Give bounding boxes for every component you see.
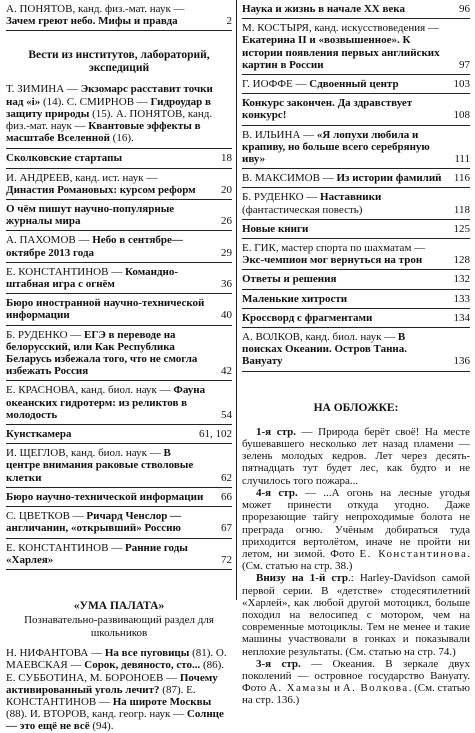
entry-page: 136 [453, 355, 470, 368]
divider [242, 168, 470, 169]
toc-entry[interactable] [6, 234, 232, 258]
text-run: (94). [89, 720, 114, 733]
article-title: На широте Москвы [112, 695, 212, 708]
divider [242, 219, 470, 220]
entry-page: 132 [453, 273, 470, 286]
entry-page: 134 [453, 311, 470, 324]
toc-entry[interactable] [6, 203, 232, 227]
entry-author: Е. ГИК, мастер спорта по шахматам — [242, 242, 426, 255]
article-title: 1-я стр. [256, 425, 296, 438]
toc-entry[interactable] [6, 510, 232, 534]
divider [6, 424, 232, 425]
cover-description [242, 426, 470, 707]
entry-page: 54 [221, 408, 232, 421]
entry-title: В центре внимания раковые стволовые клетки [6, 447, 194, 484]
article-title: На все пуговицы [104, 647, 190, 660]
article-title: Гидроудар в защиту природы [6, 95, 211, 120]
toc-entry[interactable] [242, 97, 470, 121]
divider [6, 487, 232, 488]
entry-author: Е. КРАСНОВА, канд. биол. наук — [6, 384, 174, 397]
divider [6, 168, 232, 169]
entry-page: 72 [221, 553, 232, 566]
toc-entry[interactable] [6, 542, 232, 566]
text-run: . (См. статью на стр. 136.) [242, 682, 471, 707]
entry-page: 125 [453, 222, 470, 235]
right-toc-list [242, 3, 470, 372]
entry-title: Кроссворд с фрагментами [242, 311, 373, 324]
toc-entry[interactable] [242, 3, 470, 15]
toc-entry[interactable] [6, 329, 232, 378]
toc-entry[interactable] [242, 242, 470, 266]
entry-author: А. ПАХОМОВ — [6, 234, 93, 247]
toc-entry[interactable] [6, 152, 232, 164]
entry-title: Небо в сентябре—октябре 2013 года [6, 234, 183, 259]
text-run: и [331, 682, 343, 695]
article-title: Квантовые эффекты в масштабе Вселенной [6, 120, 201, 145]
divider [242, 18, 470, 19]
article-title: 4-я стр. [256, 486, 298, 499]
text-run: .: Harley-Davidson самой первой серии. В «детстве» стодесятилетний «Харлей», как любой другой мотоцикл, больше походил на велосипед с мотором, чем на современные мотоциклы. Тем не менее и такие машины участвовали в гонках и показывали неплохие результаты. (См. статью на стр. 74.) [242, 572, 470, 658]
entry-title: В поисках Океании. Остров Танна. Вануату [242, 331, 407, 368]
entry-author: А. ПОНЯТОВ, канд. физ.-мат. наук — [6, 3, 185, 15]
entry-title: Из истории фамилий [336, 172, 442, 185]
entry-page: 20 [221, 183, 232, 196]
entry-page: 2 [226, 15, 232, 28]
toc-entry[interactable] [242, 293, 470, 305]
divider [242, 125, 470, 126]
cover-title: НА ОБЛОЖКЕ: [313, 401, 399, 414]
entry-note: (фантастическая повесть) [242, 203, 363, 216]
entry-title: Бюро научно-технической информации [6, 490, 204, 503]
cover-paragraph [242, 572, 470, 657]
entry-page: 128 [453, 254, 470, 267]
toc-entry[interactable] [6, 491, 232, 503]
toc-entry[interactable] [242, 273, 470, 285]
toc-entry[interactable] [6, 266, 232, 290]
entry-title: Фауна океанских гидротерм: из реликтов в молодость [6, 384, 206, 421]
text-run: (87). Е. КОНСТАНТИНОВ — [6, 683, 196, 708]
cover-paragraph [242, 487, 470, 572]
toc-entry[interactable] [6, 297, 232, 321]
article-title: Сорок, девяносто, сто... [84, 659, 201, 672]
text-run: — Океания. В зеркале двух поколений — островное государство Вануату. Фото [242, 657, 470, 695]
cover-paragraph [242, 426, 470, 487]
column-divider [236, 0, 237, 600]
entry-page: 108 [453, 109, 470, 122]
right-column [242, 3, 470, 707]
article-title: Почему активированный уголь лечит? [6, 671, 218, 696]
entry-title: Экс-чемпион мог вернуться на трон [242, 254, 423, 267]
article-title: Солнце — это ещё не всё [6, 708, 224, 733]
text-run: Н. НИФАНТОВА — [6, 647, 105, 660]
divider [242, 371, 470, 372]
divider [6, 443, 232, 444]
article-title: Внизу на 1-й стр [256, 572, 348, 585]
divider [6, 199, 232, 200]
divider [242, 327, 470, 328]
toc-entry[interactable] [242, 78, 470, 90]
divider [242, 93, 470, 94]
entry-author: Г. ИОФФЕ — [242, 78, 310, 91]
entry-page: 61, 102 [199, 428, 232, 441]
entry-title: Сдвоенный центр [309, 78, 399, 91]
entry-author: В. МАКСИМОВ — [242, 172, 337, 185]
divider [6, 262, 232, 263]
text-run: — ...А огонь на лесные угодья может принести откуда угодно. Даже прорезающие тайгу непроходимые болота не преграда огню. Учёным добираться туда приходится вертолётом, иначе не пройти ни летом, ни зимой. Фото [242, 486, 470, 560]
left-toc-list [6, 152, 232, 569]
entry-author: Б. РУДЕНКО — [242, 191, 321, 204]
entry-title: Бюро иностранной научно-технической информации [6, 297, 205, 322]
entry-title: Династия Романовых: курсом реформ [6, 183, 196, 196]
entry-page: 29 [221, 246, 232, 259]
divider [6, 506, 232, 507]
toc-entry[interactable] [242, 22, 470, 71]
entry-page: 116 [453, 172, 470, 185]
divider [242, 269, 470, 270]
toc-entry[interactable] [242, 223, 470, 235]
text-run: (88). И. ВТОРОВ, канд. геогр. наук — [6, 708, 187, 721]
divider [242, 187, 470, 188]
divider [6, 293, 232, 294]
toc-entry[interactable] [6, 428, 232, 440]
divider [6, 30, 232, 31]
divider [6, 325, 232, 326]
text-run: (14). С. СМИРНОВ — [40, 95, 151, 108]
text-run: Т. ЗИМИНА — [6, 83, 81, 96]
toc-entry[interactable] [242, 312, 470, 324]
entry-page: 18 [221, 152, 232, 165]
entry-page: 96 [459, 3, 470, 15]
entry-title: ЕГЭ в переводе на белорусский, или Как Республика Беларусь избежала того, что не смогла избежать Россия [6, 328, 198, 378]
entry-title: Конкурс закончен. Да здравствует конкурс! [242, 97, 413, 122]
entry-page: 62 [221, 471, 232, 484]
uma-text [6, 647, 232, 732]
entry-page: 67 [221, 522, 232, 535]
text-run: А. Хамазы [268, 682, 332, 695]
divider [242, 308, 470, 309]
section-text [6, 83, 232, 144]
cover-paragraph [242, 658, 470, 707]
entry-author: А. ВОЛКОВ, канд. биол. наук — [242, 331, 398, 344]
section-title: Вести из институтов, лабораторий, экспедиций [28, 49, 210, 75]
text-run: Е. Константинова [359, 547, 468, 560]
entry-title: Екатерина II и «возвышенное». К истории появления первых английских картин в России [242, 34, 440, 71]
article-title: 3-я стр. [256, 657, 301, 670]
divider [6, 230, 232, 231]
entry-page: 103 [453, 78, 470, 91]
entry-title: Наставники [320, 191, 382, 204]
uma-title: «УМА ПАЛАТА» [73, 599, 165, 612]
text-run: — Природа берёт своё! На месте бушевавшего несколько лет назад пламени — зелень молодых кедров. Лет через десять-пятнадцать тут будет лес, как будто и не случилось того пожара... [242, 425, 471, 487]
toc-entry[interactable] [242, 129, 470, 166]
entry-title: О чём пишут научно-популярные журналы мира [6, 203, 175, 228]
entry-title: Кунсткамера [6, 428, 72, 441]
entry-author: В. ИЛЬИНА — [242, 128, 317, 141]
divider [242, 238, 470, 239]
text-run: . (См. статью на стр. 38.) [242, 547, 470, 573]
text-run: (81). О. МАЕВСКАЯ — [6, 647, 227, 672]
entry-page: 36 [221, 278, 232, 291]
entry-title: Новые книги [242, 222, 309, 235]
entry-page: 40 [221, 309, 232, 322]
entry-page: 133 [453, 292, 470, 305]
divider [242, 74, 470, 75]
entry-title: Наука и жизнь в начале XX века [242, 3, 405, 15]
entry-title: Маленькие хитрости [242, 292, 348, 305]
entry-title: Ричард Ченслор — англичанин, «открывший» Россию [6, 510, 182, 535]
entry-title: Зачем греют небо. Мифы и правда [6, 15, 178, 28]
article-title: Экзомарс расставит точки над «i» [6, 83, 213, 108]
entry-author: Е. КОНСТАНТИНОВ — [6, 265, 125, 278]
toc-entry[interactable] [6, 3, 232, 27]
entry-title: Ответы и решения [242, 273, 337, 286]
entry-author: Е. КОНСТАНТИНОВ — [6, 541, 125, 554]
entry-page: 42 [221, 365, 232, 378]
entry-author: С. ЦВЕТКОВ — [6, 510, 87, 523]
divider [6, 569, 232, 570]
toc-entry[interactable] [6, 384, 232, 421]
entry-page: 66 [221, 490, 232, 503]
toc-entry[interactable] [6, 172, 232, 196]
toc-entry[interactable] [242, 331, 470, 368]
entry-page: 97 [459, 58, 470, 71]
entry-title: Командно-штабная игра с огнём [6, 265, 179, 291]
uma-subtitle: Познавательно-развивающий раздел для школьников [24, 614, 214, 639]
entry-title: Сколковские стартапы [6, 152, 123, 165]
toc-entry[interactable] [6, 447, 232, 484]
left-column [6, 3, 232, 733]
toc-entry[interactable] [242, 191, 470, 215]
divider [6, 380, 232, 381]
entry-author: Б. РУДЕНКО — [6, 328, 85, 341]
divider [6, 538, 232, 539]
text-run: (15). А. ПОНЯТОВ, канд. физ.-мат. наук — [6, 107, 213, 133]
entry-author: М. КОСТЫРЯ, канд. искусствоведения — [242, 22, 439, 35]
text-run: (16). [109, 132, 134, 145]
text-run: А. Волкова [342, 682, 409, 695]
entry-page: 111 [454, 153, 470, 166]
entry-page: 26 [221, 215, 232, 228]
divider [6, 148, 232, 149]
entry-author: И. АНДРЕЕВ, канд. ист. наук — [6, 171, 158, 184]
text-run: (86). Е. СУББОТИНА, М. БОРОНОЕВ — [6, 659, 225, 684]
entry-title: «Я лопухи любила и крапиву, но больше всего серебряную иву» [242, 128, 430, 166]
divider [242, 289, 470, 290]
entry-page: 118 [453, 203, 470, 216]
entry-author: И. ЩЕГЛОВ, канд. биол. наук — [6, 447, 164, 460]
entry-title: Ранние годы «Харлея» [6, 541, 188, 566]
toc-entry[interactable] [242, 172, 470, 184]
